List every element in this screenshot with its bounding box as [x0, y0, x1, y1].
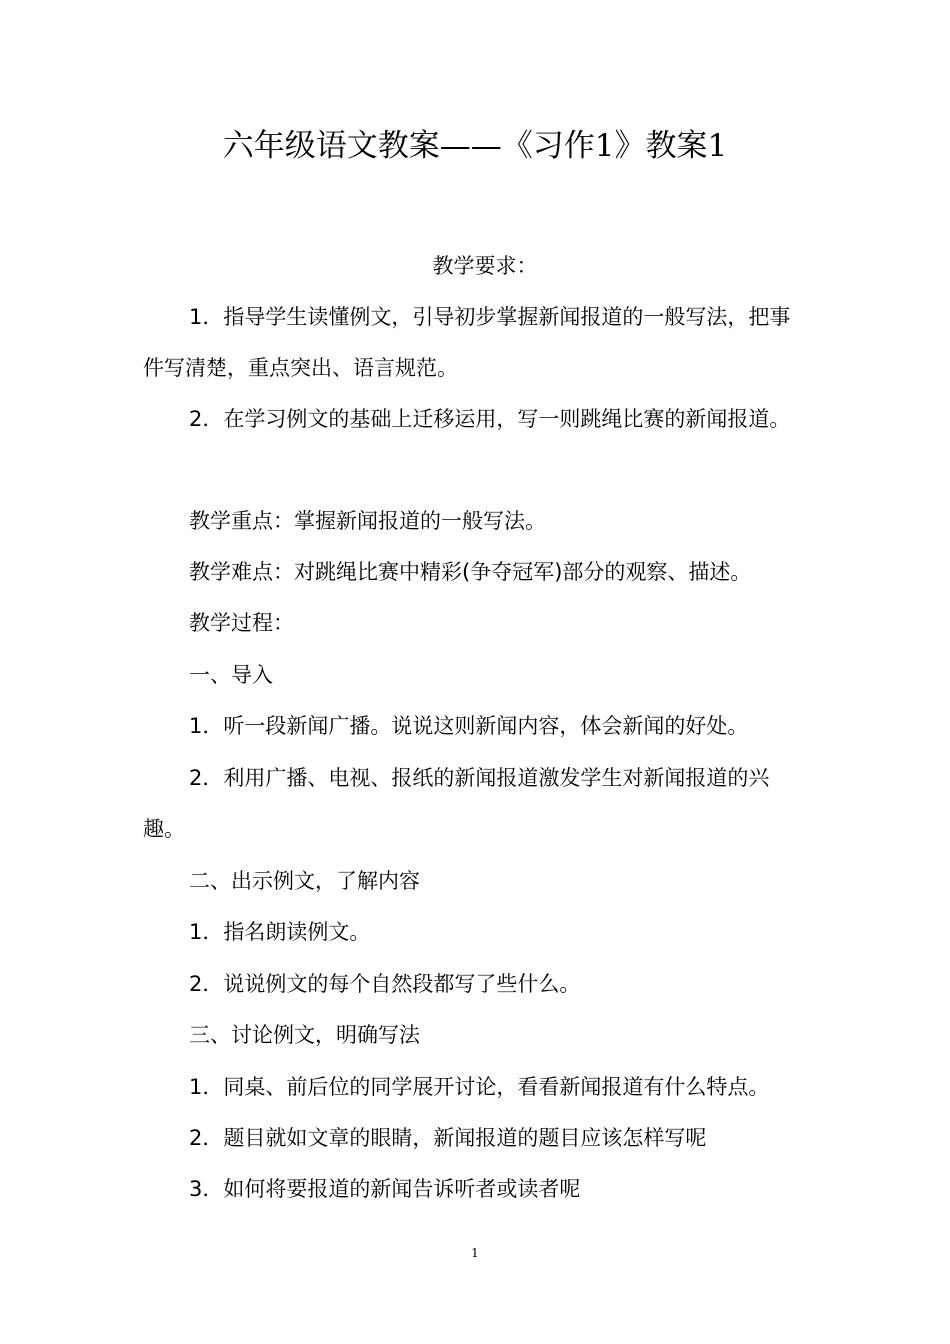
- paragraph-14: 2．题目就如文章的眼睛，新闻报道的题目应该怎样写呢: [189, 1126, 707, 1150]
- document-title: 六年级语文教案——《习作1》教案1: [222, 128, 728, 164]
- page-number: 1: [471, 1246, 479, 1260]
- paragraph-13: 1．同桌、前后位的同学展开讨论，看看新闻报道有什么特点。: [189, 1075, 770, 1099]
- paragraph-15: 3．如何将要报道的新闻告诉听者或读者呢: [189, 1177, 581, 1201]
- paragraph-3: 教学重点：掌握新闻报道的一般写法。: [189, 509, 546, 533]
- paragraph-4: 教学难点：对跳绳比赛中精彩(争夺冠军)部分的观察、描述。: [189, 560, 752, 584]
- paragraph-10: 1．指名朗读例文。: [189, 920, 371, 944]
- paragraph-7: 1．听一段新闻广播。说说这则新闻内容，体会新闻的好处。: [189, 714, 749, 738]
- paragraph-6: 一、导入: [189, 663, 273, 687]
- heading-text: 教学要求：: [432, 254, 538, 278]
- paragraph-1: 1．指导学生读懂例文，引导初步掌握新闻报道的一般写法，把事件写清楚，重点突出、语言规范。: [143, 305, 791, 380]
- paragraph-11: 2．说说例文的每个自然段都写了些什么。: [189, 972, 581, 996]
- paragraph-2: 2．在学习例文的基础上迁移运用，写一则跳绳比赛的新闻报道。: [189, 407, 791, 431]
- paragraph-5: 教学过程：: [189, 611, 294, 635]
- paragraph-8: 2．利用广播、电视、报纸的新闻报道激发学生对新闻报道的兴趣。: [143, 766, 770, 841]
- section-heading-teaching-requirements: [0, 244, 950, 288]
- paragraph-9: 二、出示例文，了解内容: [189, 869, 420, 893]
- paragraph-12: 三、讨论例文，明确写法: [189, 1023, 420, 1047]
